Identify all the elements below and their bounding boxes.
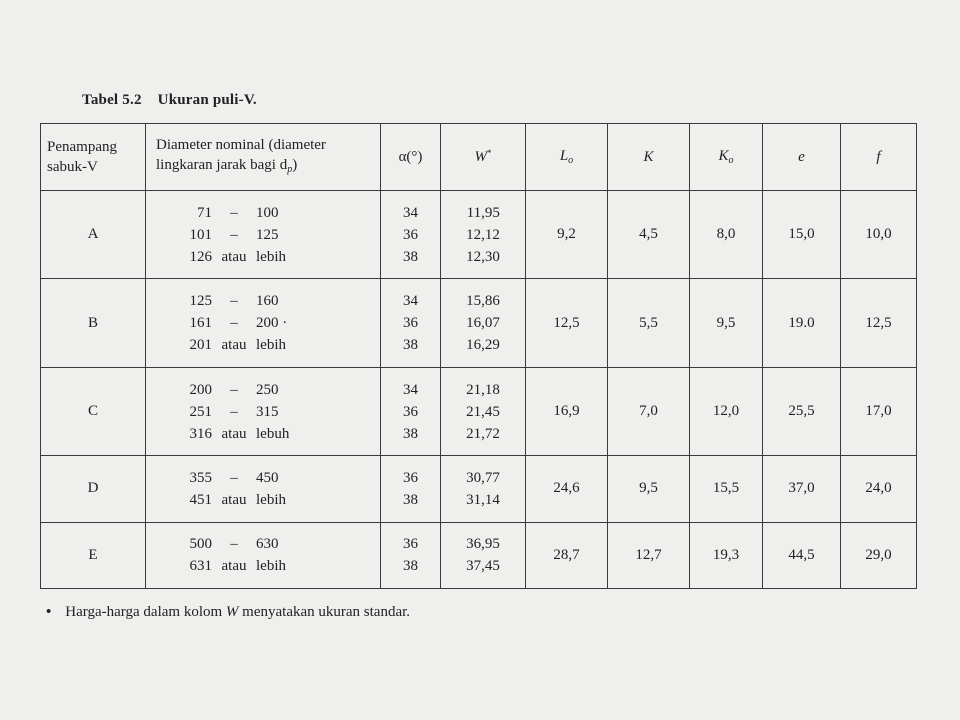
cell-diameter <box>146 279 381 367</box>
cell-diameter <box>146 191 381 279</box>
pulley-size-table <box>40 123 917 589</box>
diameter-separator: – <box>230 403 238 420</box>
w-value: 15,86 <box>466 293 500 310</box>
alpha-value: 38 <box>403 248 418 265</box>
table-row <box>41 191 917 279</box>
diameter-from: 200 <box>189 381 212 398</box>
header-alpha <box>381 124 441 191</box>
diameter-separator: – <box>230 536 238 553</box>
alpha-value: 38 <box>403 558 418 575</box>
diameter-to: 125 <box>256 226 279 243</box>
footnote-column: W <box>225 604 239 620</box>
alpha-value: 34 <box>403 381 418 398</box>
cell-e: 25,5 <box>763 367 841 455</box>
alpha-value: 38 <box>403 337 418 354</box>
table-title-text: Ukuran puli-V. <box>157 92 257 108</box>
diameter-separator: atau <box>221 425 247 442</box>
cell-f: 29,0 <box>841 522 917 588</box>
alpha-value: 36 <box>403 403 418 420</box>
header-f-text: f <box>876 148 881 165</box>
header-lo-text: L <box>559 148 569 164</box>
table-title <box>82 92 257 109</box>
cell-lo: 24,6 <box>526 456 608 522</box>
cell-w-stack <box>466 379 500 445</box>
cell-k: 5,5 <box>608 279 690 367</box>
header-alpha-text: α(°) <box>398 148 423 165</box>
cell-k: 4,5 <box>608 191 690 279</box>
diameter-from: 71 <box>197 204 212 221</box>
diameter-range <box>176 555 380 577</box>
diameter-range <box>176 202 380 224</box>
header-w-mark: * <box>487 148 492 158</box>
footnote <box>46 604 410 621</box>
header-ko-sub: o <box>728 155 734 166</box>
diameter-list <box>146 202 380 268</box>
footnote-after: menyatakan ukuran standar. <box>242 604 411 620</box>
diameter-from: 161 <box>189 315 212 332</box>
diameter-range <box>176 489 380 511</box>
w-value: 30,77 <box>466 469 500 486</box>
cell-section: E <box>41 522 146 588</box>
cell-e: 15,0 <box>763 191 841 279</box>
header-diameter-sub: p <box>287 163 293 175</box>
diameter-separator: atau <box>221 248 247 265</box>
diameter-range <box>176 423 380 445</box>
header-k <box>608 124 690 191</box>
w-value: 36,95 <box>466 536 500 553</box>
header-lo-sub: o <box>568 155 574 166</box>
alpha-value: 34 <box>403 293 418 310</box>
alpha-value: 34 <box>403 204 418 221</box>
cell-lo: 28,7 <box>526 522 608 588</box>
w-value: 11,95 <box>466 204 500 221</box>
diameter-from: 451 <box>189 491 212 508</box>
alpha-value: 36 <box>403 315 418 332</box>
cell-e: 37,0 <box>763 456 841 522</box>
cell-w-stack <box>466 202 500 268</box>
cell-alpha <box>381 191 441 279</box>
cell-ko: 9,5 <box>690 279 763 367</box>
diameter-range <box>176 290 380 312</box>
header-ko-text: K <box>718 148 729 164</box>
diameter-from: 631 <box>189 558 212 575</box>
diameter-separator: atau <box>221 558 247 575</box>
footnote-bullet: • <box>46 604 52 620</box>
cell-f: 24,0 <box>841 456 917 522</box>
header-diameter-close: ) <box>292 156 298 173</box>
cell-alpha-stack <box>403 290 418 356</box>
cell-k: 7,0 <box>608 367 690 455</box>
diameter-separator: atau <box>221 337 247 354</box>
cell-lo: 16,9 <box>526 367 608 455</box>
cell-w-stack <box>466 290 500 356</box>
cell-w <box>441 367 526 455</box>
diameter-from: 126 <box>189 248 212 265</box>
cell-ko: 15,5 <box>690 456 763 522</box>
diameter-to: lebuh <box>256 425 290 442</box>
table-title-label: Tabel <box>82 92 119 108</box>
diameter-separator: atau <box>221 491 247 508</box>
alpha-value: 38 <box>403 425 418 442</box>
header-w-text: W <box>474 149 487 165</box>
header-ko <box>690 124 763 191</box>
table-body <box>41 191 917 589</box>
cell-section: B <box>41 279 146 367</box>
cell-e: 44,5 <box>763 522 841 588</box>
header-e <box>763 124 841 191</box>
cell-w <box>441 191 526 279</box>
diameter-to: 100 <box>256 204 279 221</box>
cell-ko: 19,3 <box>690 522 763 588</box>
diameter-separator: – <box>230 315 238 332</box>
header-diameter-line1: Diameter nominal (diameter <box>156 136 326 153</box>
w-value: 16,29 <box>466 337 500 354</box>
cell-ko: 12,0 <box>690 367 763 455</box>
cell-alpha <box>381 456 441 522</box>
header-diameter <box>146 124 381 191</box>
diameter-to: 250 <box>256 381 279 398</box>
diameter-from: 316 <box>189 425 212 442</box>
alpha-value: 38 <box>403 491 418 508</box>
cell-ko: 8,0 <box>690 191 763 279</box>
cell-lo: 9,2 <box>526 191 608 279</box>
diameter-from: 101 <box>189 226 212 243</box>
cell-section: C <box>41 367 146 455</box>
diameter-range <box>176 246 380 268</box>
w-value: 37,45 <box>466 558 500 575</box>
cell-w-stack <box>466 533 500 577</box>
w-value: 12,12 <box>466 226 500 243</box>
w-value: 21,72 <box>466 425 500 442</box>
table-row <box>41 456 917 522</box>
cell-k: 9,5 <box>608 456 690 522</box>
cell-w <box>441 522 526 588</box>
diameter-range <box>176 312 380 334</box>
diameter-to: lebih <box>256 558 286 575</box>
cell-alpha <box>381 279 441 367</box>
diameter-to: 200 · <box>256 315 288 332</box>
cell-e: 19.0 <box>763 279 841 367</box>
header-row <box>41 124 917 191</box>
cell-alpha <box>381 522 441 588</box>
header-diameter-line2: lingkaran jarak bagi d <box>156 156 288 173</box>
header-lo <box>526 124 608 191</box>
w-value: 31,14 <box>466 491 500 508</box>
diameter-separator: – <box>230 381 238 398</box>
table-row <box>41 367 917 455</box>
diameter-range <box>176 379 380 401</box>
cell-section: A <box>41 191 146 279</box>
cell-w <box>441 456 526 522</box>
cell-f: 17,0 <box>841 367 917 455</box>
diameter-from: 251 <box>189 403 212 420</box>
cell-diameter <box>146 367 381 455</box>
diameter-from: 355 <box>189 469 212 486</box>
table-row <box>41 279 917 367</box>
cell-alpha-stack <box>403 467 418 511</box>
table-number: 5.2 <box>122 92 142 108</box>
diameter-to: 160 <box>256 293 279 310</box>
diameter-from: 500 <box>189 536 212 553</box>
footnote-before: Harga-harga dalam kolom <box>65 604 223 620</box>
cell-alpha-stack <box>403 533 418 577</box>
cell-lo: 12,5 <box>526 279 608 367</box>
cell-k: 12,7 <box>608 522 690 588</box>
diameter-to: lebih <box>256 248 286 265</box>
diameter-list <box>146 379 380 445</box>
diameter-to: 630 <box>256 536 279 553</box>
diameter-to: 450 <box>256 469 279 486</box>
diameter-to: 315 <box>256 403 279 420</box>
diameter-to: lebih <box>256 491 286 508</box>
diameter-separator: – <box>230 204 238 221</box>
diameter-from: 201 <box>189 337 212 354</box>
alpha-value: 36 <box>403 536 418 553</box>
header-k-text: K <box>643 148 654 165</box>
w-value: 21,18 <box>466 381 500 398</box>
cell-alpha <box>381 367 441 455</box>
w-value: 12,30 <box>466 248 500 265</box>
header-f <box>841 124 917 191</box>
cell-w-stack <box>466 467 500 511</box>
diameter-list <box>146 467 380 511</box>
w-value: 21,45 <box>466 403 500 420</box>
cell-diameter <box>146 522 381 588</box>
diameter-range <box>176 224 380 246</box>
cell-alpha-stack <box>403 379 418 445</box>
diameter-separator: – <box>230 469 238 486</box>
diameter-separator: – <box>230 226 238 243</box>
diameter-list <box>146 533 380 577</box>
header-e-text: e <box>798 148 805 165</box>
cell-diameter <box>146 456 381 522</box>
diameter-range <box>176 334 380 356</box>
cell-f: 12,5 <box>841 279 917 367</box>
diameter-range <box>176 401 380 423</box>
alpha-value: 36 <box>403 226 418 243</box>
w-value: 16,07 <box>466 315 500 332</box>
diameter-separator: – <box>230 293 238 310</box>
cell-w <box>441 279 526 367</box>
header-section-line2: sabuk-V <box>47 159 98 175</box>
table-row <box>41 522 917 588</box>
diameter-list <box>146 290 380 356</box>
cell-section: D <box>41 456 146 522</box>
diameter-to: lebih <box>256 337 286 354</box>
header-section <box>41 124 146 191</box>
diameter-range <box>176 533 380 555</box>
diameter-from: 125 <box>189 293 212 310</box>
cell-alpha-stack <box>403 202 418 268</box>
header-section-line1: Penampang <box>47 139 117 155</box>
alpha-value: 36 <box>403 469 418 486</box>
diameter-range <box>176 467 380 489</box>
header-w <box>441 124 526 191</box>
cell-f: 10,0 <box>841 191 917 279</box>
